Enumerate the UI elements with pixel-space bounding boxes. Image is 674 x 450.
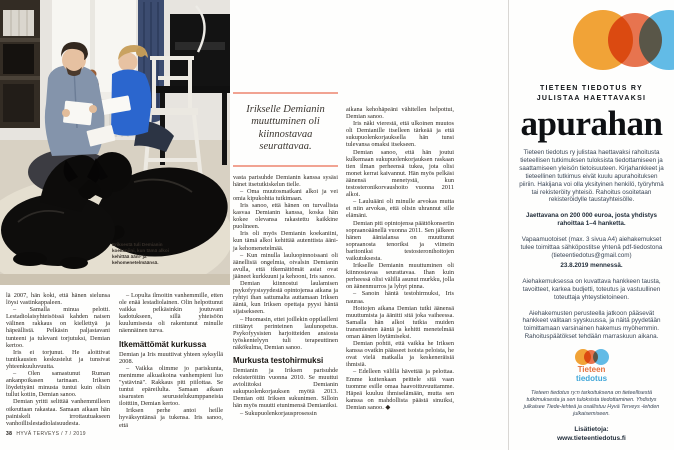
body-paragraph: – Huomasin, ettei joillekin oppilailleni riittänyt perinteinen laulunopetus. Psykofyysisten harjoitteiden ansiosta työskentelyyn tuli terapeuttinen näkökulma, Demian sanoo. [233, 315, 338, 351]
body-paragraph: – Edelleen välillä hävettää ja pelottaa. Emme kuitenkaan peittele sitä vaan tuomme esille omaa haavoittuvuuttamme. Häpeä kuuluu ihmiselämään, mutta sen kanssa on mahdollista päästä sinuiksi, Demian sanoo. ◆ [346, 368, 454, 411]
body-paragraph: – Oma muutosmatkani alkoi ja vei omia kipukohtia tutkimaan. [233, 187, 338, 202]
body-paragraph: Demian ja Iris muuttivat yhteen syksyllä 2008. [119, 350, 223, 365]
ad-more-info [509, 426, 674, 443]
logo-blue-circle [593, 349, 609, 365]
ad-kicker-line2: JULISTAA HAETTAVAKSI [536, 95, 647, 102]
body-paragraph: Demian piti opintojensa päättökonsertin sopraanoäänellä vuonna 2011. Sen jälkeen hänen äänialansa on muuttunut sopraanosta tenoriksi ja viimein baritoniksi testosteronihoitojen vaikutuksesta. [346, 219, 454, 262]
ad-headline: apurahan [520, 104, 663, 143]
body-paragraph: – Samalla minua pelotti. Lestadiolaisyhteisöissä kahden naisen välinen rakkaus on kiellettyä ja häpeällistä. Pelkäsin paljastavani tunteeni ja tulevani torjutuksi, Demian kertoo. [6, 306, 110, 349]
body-paragraph: – Sanoin häntä testohirmuksi, Iris nauraa. [346, 290, 454, 305]
body-paragraph: Demian sanoo, että hän joutui kulkemaan sukupuolenkorjauksen raskaan tien ilman perheensä tukea, jota olisi monet kerrat kaivannut. Hän myös pelkäsi äänensä menetystä, kun testosteronikorvaushoito vuonna 2011 alkoi. [346, 148, 454, 199]
body-paragraph: Irikselle Demianin muuttuminen oli kiinnostavaa seurattavaa. Ihan kuin perheessä olisi välillä asunut murkku, jolla on äänenmurros ja lyhyt pinna. [346, 262, 454, 291]
text-column-4 [346, 106, 454, 411]
body-paragraph: – Lauluääni oli minulle arvokas mutta ei niin arvokas, että olisin uhrannut sille elämäni. [346, 198, 454, 220]
body-paragraph: Hoitojen aikana Demian tutki äänensä muuttumista ja äänitti sitä joka vaiheessa. Samalla hän alkoi tutkia muiden transmiesten ääntä ja kehitti menetelmää oman äänen löytämiseksi. [346, 304, 454, 340]
body-paragraph: Iris oli myös Demianin koekaniini, kun tämä alkoi kehittää autenttista ääni- ja kehomenetelmää. [233, 230, 338, 252]
ad-bold-paragraph: Jaettavana on 200 000 euroa, josta yhdistys rahoittaa 1–4 hanketta. [526, 212, 657, 228]
logo-wordmark [509, 366, 674, 383]
body-paragraph: Iris sanoo, että hänen on turvallista kasvaa Demianin kanssa, koska hän kokee olevansa rakastettu kaikkine puolineen. [233, 202, 338, 231]
body-paragraph: vasta parisuhde Demianin kanssa sysäsi hänet itsetutkiskelun tielle. [233, 173, 338, 188]
page-number: 38 [6, 431, 13, 437]
ad-paragraph: Tieteen tiedotus ry julistaa haettavaksi rahoitusta tieteellisen tutkimuksen tuloksista tiedottamiseen ja saattamiseen yleisön tietoisuuteen. Kirjahankkeet ja tieteellinen tutkimus eivät kuulu apurahoituksen piiriin. Hakijana voi olla yksityinen henkilö, työryhmä tai rekisteröity yhteisö. Rahoitus osoitetaan rekisteröidylle taustayhteisölle. [519, 149, 664, 204]
desk [156, 86, 230, 93]
body-paragraph: Demian pohtii, että vaikka he Iriksen kanssa ovatkin päässeet isoista peloista, he ovat vielä matkalla ja keskeneräisiä ihmisiä. [346, 340, 454, 369]
grant-advertisement [509, 0, 674, 450]
body-paragraph: – Kun minulla lauluopinnoissani oli äänellisiä ongelmia, oivalsin Demianin avulla, että itkemättömät asiat ovat jääneet kurkkuuni ja kehooni, Iris sanoo. [233, 251, 338, 280]
ad-body [509, 149, 674, 341]
body-paragraph: Iris ei torjunut. He aloittivat tuntikausien keskustelut ja tunsivat yhteenkuuluvuutta. [6, 348, 110, 370]
body-paragraph: – Olen samastunut Ruman ankanpoikasen tarinaan. Iriksen löydettyäni minusta tuntui kuin olisin tullut kotiin, Demian sanoo. [6, 370, 110, 399]
section-heading: Itkemättömät kurkussa [119, 339, 207, 349]
article-photo [0, 0, 230, 285]
body-paragraph: – Lopulta ilmoitin vanhemmille, etten ole enää lestadiolainen. Olin helpottunut vaikka pelkäsinkin joutuvani kadotukseen, sillä yhteisöön kuulumisesta oli rakentunut minulle näennäinen turva. [119, 292, 223, 335]
logo-circles-icon [575, 349, 609, 366]
body-paragraph: Iriksen perhe antoi heille hyväksyntänsä ja tukensa. Iris sanoo, että [119, 407, 223, 429]
body-paragraph: Demianin ja Iriksen parisuhde rekisteröitiin vuonna 2010. Se muuttui avioliitoksi Demianin sukupuolenkorjauksen myötä 2013. Demian otti Iriksen sukunimen. Silloin hän myös muutti etunimensä Demianiksi. [233, 366, 338, 410]
website-url: www.tieteentiedotus.fi [557, 434, 626, 442]
tieteen-tiedotus-logo [509, 349, 674, 383]
magazine-title: HYVÄ TERVEYS / 7 / 2019 [16, 431, 86, 437]
body-paragraph: Demian kiinnostui laulamisen psykofyysisyydestä opintojensa aikana ja ryhtyi ihan sattumalta auttamaan Iriksen ääntä, kun Iriksen opettaja pyysi häntä sijaisekseen. [233, 280, 338, 316]
body-paragraph: aikana kehohäpeäni vähitellen helpottui, Demian sanoo. [346, 106, 454, 121]
body-paragraph: Demian yritti selittää vanhemmilleen oikeuttaan rakastaa. Samaan aikaan hän painiskeli irrottautuakseen vanhoillislestadiolaisuudesta. [6, 398, 110, 427]
logo-word-1: Tieteen [577, 365, 606, 375]
section-heading: Murkusta testohirmuksi [233, 355, 324, 365]
body-paragraph: – Vaikka olimme jo pariskunta, menimme alkuaikoina vanhempieni luo "ystävinä". Rakkaus piti piilottaa. Se tuntui epäreilulta. Samaan aikaan sisarusten seurustelukumppaneista iloittiin, Demian kertoo. [119, 364, 223, 408]
ad-circles-graphic [509, 10, 674, 72]
ad-paragraph: Aiehakemusten perusteella jatkoon pääsevät hankkeet valitaan syyskuussa, ja näitä pyydetään toimittamaan varsinainen hakemus myöhemmin. Rahoituspäätökset tehdään marraskuun aikana. [522, 309, 661, 341]
body-paragraph: lä 2007, hän koki, että hänen sielunsa löysi vastinkappaleen. [6, 292, 110, 307]
text-column-3 [233, 92, 338, 417]
ad-kicker [509, 84, 674, 104]
logo-word-2: tiedotus [575, 373, 608, 383]
ad-fine-print: Tieteen tiedotus ry:n tarkoituksena on tieteellisestä tutkimuksesta ja sen tuloksista tiedottaminen. Yhdistys julkaisee Tiede-lehteä ja osallistuu Hyvä Terveys -lehden julkaisemiseen. [523, 390, 660, 418]
page-footer [6, 431, 86, 437]
ad-paragraph: Aiehakemuksessa on kuvattava hankkeen tausta, tavoitteet, karkea budjetti, toteutus ja vastuullinen toteuttaja yhteystietoineen. [522, 277, 661, 301]
pull-quote: Irikselle Demianin muuttuminen oli kiinnostavaa seurattavaa. [233, 92, 338, 167]
text-column-3-body [233, 174, 338, 417]
more-info-label: Lisätietoja: [574, 426, 609, 434]
body-paragraph: Iris näki vierestä, että ulkoinen muutos oli Demianille itselleen tärkeää ja että sukupuolenkorjauksella hän tunsi tulevansa omaksi itsekseen. [346, 120, 454, 149]
text-column-2 [119, 292, 223, 429]
body-paragraph: – Sukupuolenkorjausprosessin [240, 409, 317, 417]
ad-bold-paragraph: 23.8.2019 mennessä. [560, 261, 623, 269]
text-column-1 [6, 292, 110, 427]
photo-caption: Eriksestä tuli Demianin koekaniini, kun tämä alkoi kehittää ääni- ja kehomenetelmäänsä. [112, 242, 169, 265]
ad-kicker-line1: TIETEEN TIEDOTUS RY [539, 85, 643, 92]
ad-paragraph: Vapaamuotoiset (max. 3 sivua A4) aiehakemukset tulee toimittaa sähköpostitse yhtenä pdf-tiedostona (tieteentiedotus@gmail.com) [520, 236, 663, 259]
